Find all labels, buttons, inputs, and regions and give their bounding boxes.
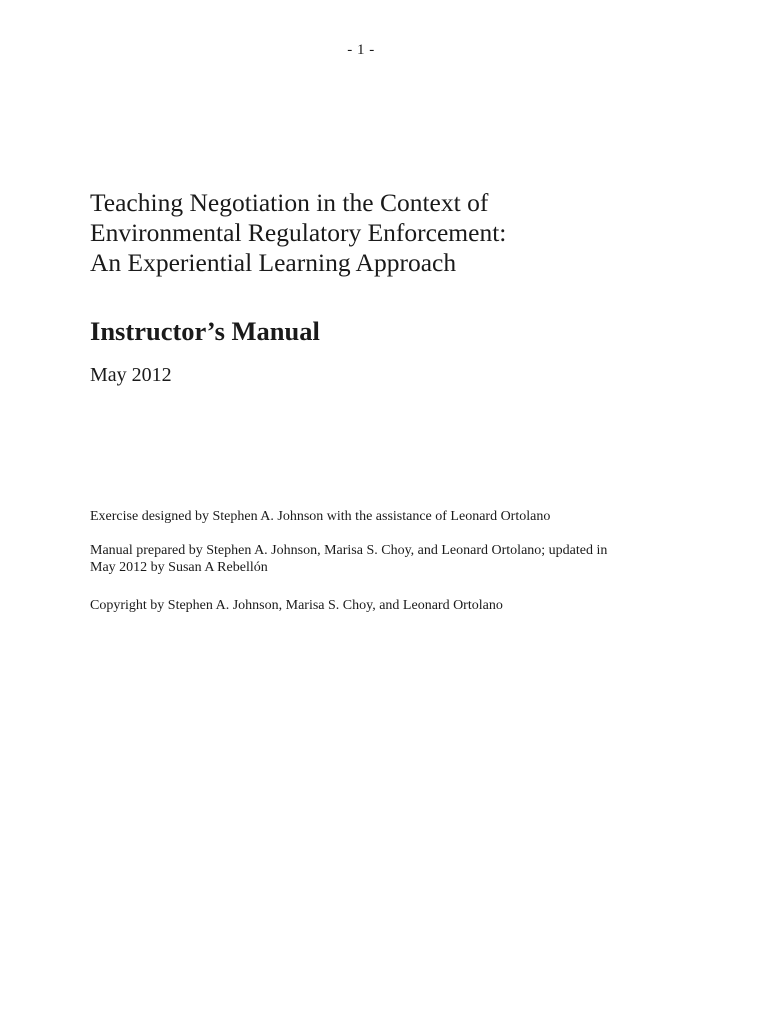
exercise-credit (90, 508, 690, 525)
document-title (90, 188, 710, 278)
copyright-text: Copyright by Stephen A. Johnson, Marisa S. Choy, and Leonard Ortolano (90, 598, 503, 613)
manual-credit-line-2: May 2012 by Susan A Rebellón (90, 560, 268, 575)
manual-credit (90, 542, 690, 576)
page-number: - 1 - (347, 42, 375, 58)
title-line-1: Teaching Negotiation in the Context of (90, 188, 489, 217)
exercise-credit-text: Exercise designed by Stephen A. Johnson with the assistance of Leonard Ortolano (90, 509, 551, 524)
copyright-notice (90, 597, 690, 614)
document-subtitle: Instructor’s Manual (90, 316, 320, 346)
title-line-2: Environmental Regulatory Enforcement: (90, 218, 507, 247)
title-line-3: An Experiential Learning Approach (90, 248, 457, 277)
manual-credit-line-1: Manual prepared by Stephen A. Johnson, Marisa S. Choy, and Leonard Ortolano; updated in (90, 543, 608, 558)
document-date: May 2012 (90, 364, 172, 386)
